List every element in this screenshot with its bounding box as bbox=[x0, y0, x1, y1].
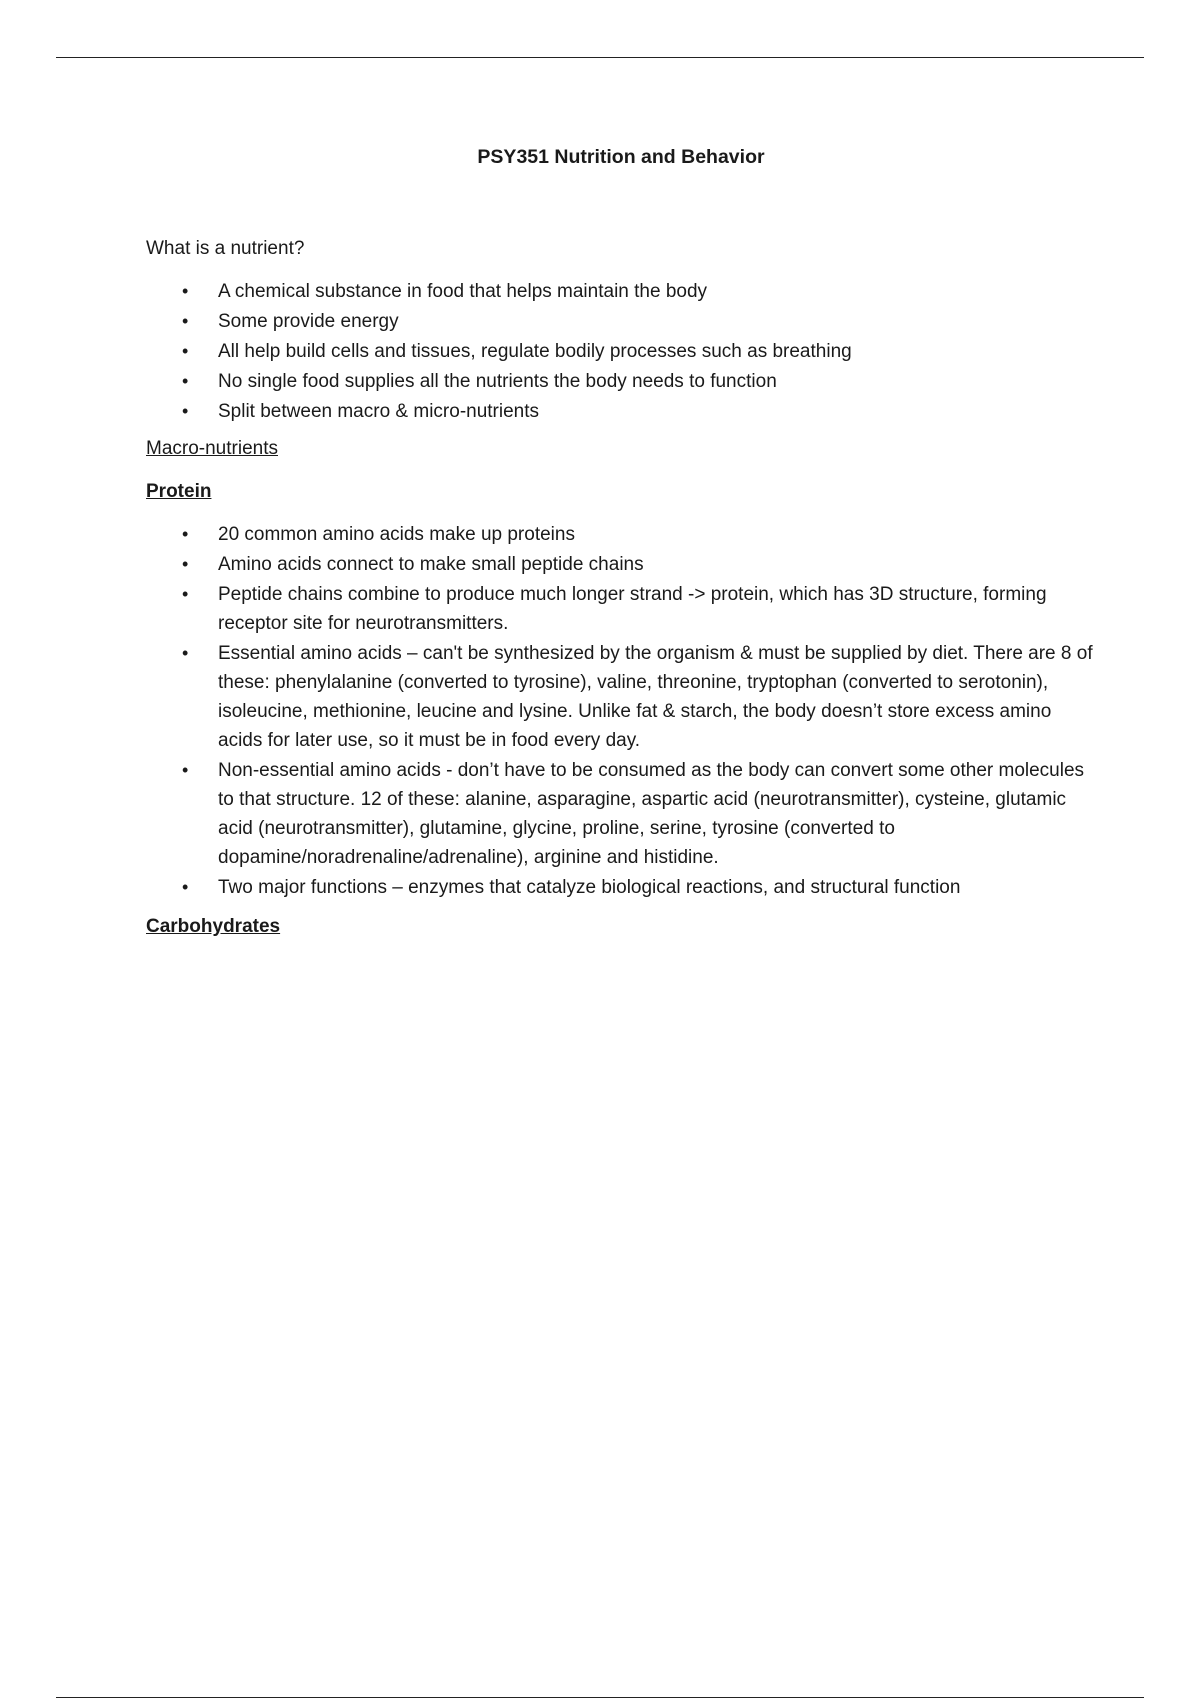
carbohydrates-heading: Carbohydrates bbox=[146, 916, 281, 937]
list-item: • Amino acids connect to make small peptide chains bbox=[146, 550, 1096, 579]
list-item: • 20 common amino acids make up proteins bbox=[146, 520, 1096, 549]
document-body bbox=[146, 143, 1096, 941]
question-heading: What is a nutrient? bbox=[146, 238, 305, 259]
nutrient-list bbox=[146, 277, 1096, 426]
list-item: • Split between macro & micro-nutrients bbox=[146, 397, 1096, 426]
list-item: • Non-essential amino acids - don’t have to be consumed as the body can convert some other molecules to that structure. 12 of these: alanine, asparagine, aspartic acid (neurotransmitter), cysteine, glutamic acid (neurotransmitter), glutamine, glycine, proline, serine, tyrosine (converted to dopamine/noradrenaline/adrenaline), arginine and histidine. bbox=[146, 756, 1096, 872]
macro-nutrients-heading: Macro-nutrients bbox=[146, 438, 278, 459]
bullet-icon: • bbox=[182, 877, 189, 897]
bullet-icon: • bbox=[182, 643, 189, 663]
bullet-icon: • bbox=[182, 341, 189, 361]
document-title: PSY351 Nutrition and Behavior bbox=[477, 146, 765, 168]
bullet-icon: • bbox=[182, 401, 189, 421]
list-item: • Peptide chains combine to produce much longer strand -> protein, which has 3D structure, forming receptor site for neurotransmitters. bbox=[146, 580, 1096, 638]
bullet-icon: • bbox=[182, 584, 189, 604]
bullet-icon: • bbox=[182, 524, 189, 544]
bullet-icon: • bbox=[182, 371, 189, 391]
bottom-rule bbox=[56, 1697, 1144, 1698]
list-item: • Two major functions – enzymes that catalyze biological reactions, and structural function bbox=[146, 873, 1096, 902]
top-rule bbox=[56, 57, 1144, 58]
list-item: • All help build cells and tissues, regulate bodily processes such as breathing bbox=[146, 337, 1096, 366]
protein-heading: Protein bbox=[146, 481, 212, 502]
bullet-icon: • bbox=[182, 281, 189, 301]
list-item: • Some provide energy bbox=[146, 307, 1096, 336]
bullet-icon: • bbox=[182, 311, 189, 331]
list-item: • No single food supplies all the nutrients the body needs to function bbox=[146, 367, 1096, 396]
bullet-icon: • bbox=[182, 760, 189, 780]
list-item: • A chemical substance in food that helps maintain the body bbox=[146, 277, 1096, 306]
protein-list bbox=[146, 520, 1096, 902]
list-item: • Essential amino acids – can't be synthesized by the organism & must be supplied by diet. There are 8 of these: phenylalanine (converted to tyrosine), valine, threonine, tryptophan (converted to serotonin), isoleucine, methionine, leucine and lysine. Unlike fat & starch, the body doesn’t store excess amino acids for later use, so it must be in food every day. bbox=[146, 639, 1096, 755]
bullet-icon: • bbox=[182, 554, 189, 574]
